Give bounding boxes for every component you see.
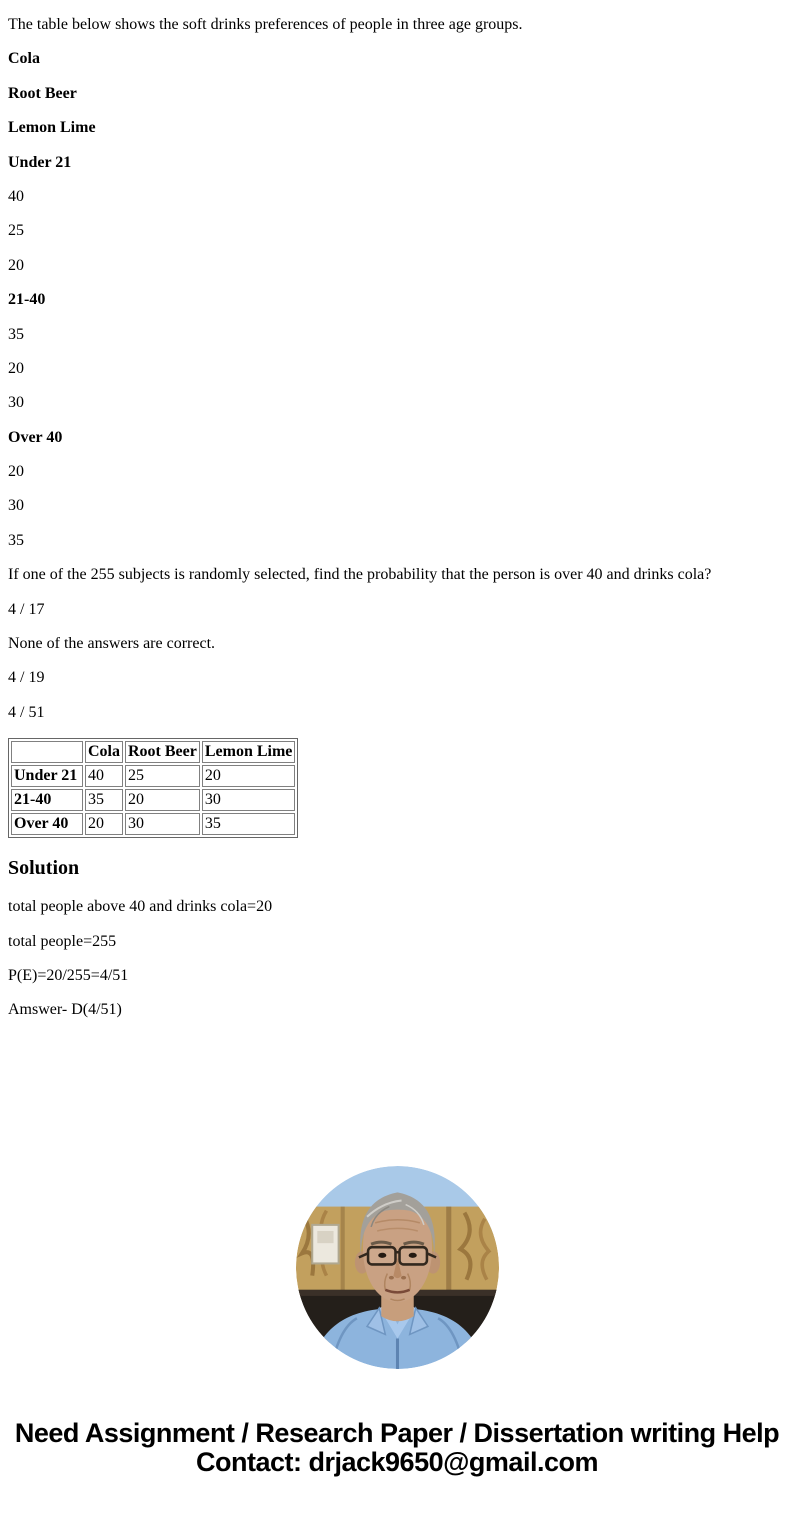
- footer: [8, 1419, 786, 1478]
- column-label-root-beer: Root Beer: [8, 84, 77, 102]
- column-label-cola: Cola: [8, 50, 40, 68]
- answer-option-b: None of the answers are correct.: [8, 635, 216, 653]
- table-corner-cell: [11, 741, 83, 763]
- table-row: [11, 813, 295, 835]
- table-rowhead-over-40: Over 40: [11, 813, 83, 835]
- row-label-over-40: Over 40: [8, 428, 63, 446]
- tutor-photo-illustration: [296, 1166, 499, 1369]
- table-header-root-beer: Root Beer: [125, 741, 200, 763]
- table-header-cola: Cola: [85, 741, 123, 763]
- table-cell: 20: [85, 813, 123, 835]
- answer-option-c: 4 / 19: [8, 669, 45, 687]
- table-row: [11, 765, 295, 787]
- row-label-21-40: 21-40: [8, 291, 46, 309]
- table-cell: 40: [85, 765, 123, 787]
- table-cell: 20: [125, 789, 200, 811]
- answer-option-a: 4 / 17: [8, 600, 45, 618]
- table-cell: 35: [85, 789, 123, 811]
- solution-line: total people above 40 and drinks cola=20: [8, 898, 273, 916]
- column-label-lemon-lime: Lemon Lime: [8, 119, 96, 137]
- table-cell: 30: [125, 813, 200, 835]
- solution-line: Amswer- D(4/51): [8, 1001, 122, 1019]
- question-text: If one of the 255 subjects is randomly selected, find the probability that the person is over 40 and drinks cola?: [8, 566, 712, 584]
- table-rowhead-21-40: 21-40: [11, 789, 83, 811]
- value-2140-cola: 35: [8, 325, 24, 343]
- solution-heading: Solution: [8, 857, 80, 880]
- value-over40-cola: 20: [8, 463, 24, 481]
- table-header-row: [11, 741, 295, 763]
- footer-help-text: Need Assignment / Research Paper / Dissertation writing Help: [14, 1417, 780, 1448]
- solution-line: P(E)=20/255=4/51: [8, 966, 129, 984]
- value-under21-rootbeer: 25: [8, 222, 24, 240]
- table-cell: 20: [202, 765, 296, 787]
- preferences-table: [8, 738, 298, 838]
- footer-contact: Contact: drjack9650@gmail.com: [196, 1447, 598, 1478]
- solution-line: total people=255: [8, 932, 117, 950]
- table-cell: 25: [125, 765, 200, 787]
- row-label-under-21: Under 21: [8, 153, 72, 171]
- avatar: [296, 1166, 499, 1369]
- value-2140-rootbeer: 20: [8, 359, 24, 377]
- value-over40-lemonlime: 35: [8, 531, 24, 549]
- table-header-lemon-lime: Lemon Lime: [202, 741, 296, 763]
- question-section: [8, 16, 786, 722]
- table-row: [11, 789, 295, 811]
- table-cell: 35: [202, 813, 296, 835]
- value-2140-lemonlime: 30: [8, 394, 24, 412]
- value-under21-cola: 40: [8, 187, 24, 205]
- table-rowhead-under-21: Under 21: [11, 765, 83, 787]
- question-intro: The table below shows the soft drinks preferences of people in three age groups.: [8, 16, 523, 33]
- answer-option-d: 4 / 51: [8, 703, 45, 721]
- value-under21-lemonlime: 20: [8, 256, 24, 274]
- value-over40-rootbeer: 30: [8, 497, 24, 515]
- solution-section: [8, 857, 786, 1020]
- table-cell: 30: [202, 789, 296, 811]
